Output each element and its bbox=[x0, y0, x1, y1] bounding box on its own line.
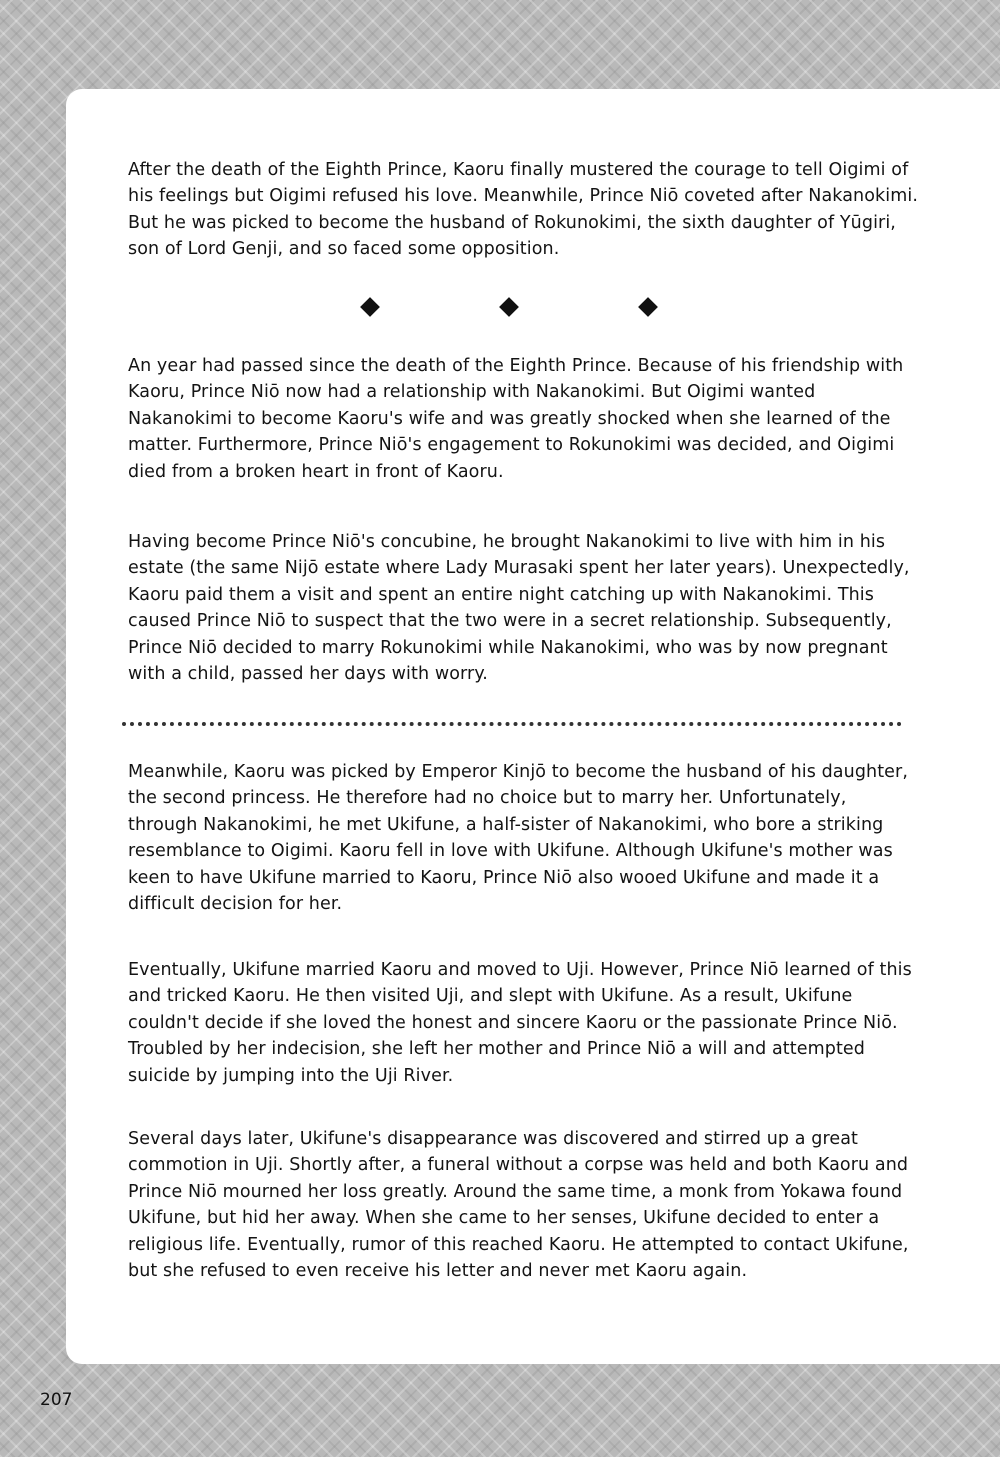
paragraph-oigimi-death: An year had passed since the death of the Eighth Prince. Because of his friendship with Kaoru, Prince Niō now had a relationship with Nakanokimi. But Oigimi wanted Nakanokimi to become Kaoru's wife and was greatly shocked when she learned of the matter. Furthermore, Prince Niō's engagement to Rokunokimi was decided, and Oigimi died from a broken heart in front of Kaoru. bbox=[128, 356, 904, 482]
diamond-icon bbox=[360, 297, 380, 317]
paragraph-kaoru-marriage: Meanwhile, Kaoru was picked by Emperor Kinjō to become the husband of his daughter, the second princess. He therefore had no choice but to marry her. Unfortunately, through Nakanokimi, he met Ukifune, a half-sister of Nakanokimi, who bore a striking resemblance to Oigimi. Kaoru fell in love with Ukifune. Although Ukifune's mother was keen to have Ukifune married to Kaoru, Prince Niō also wooed Ukifune and made it a difficult decision for her. bbox=[128, 762, 909, 915]
paragraph-ukifune-religious-life: Several days later, Ukifune's disappearance was discovered and stirred up a great commotion in Uji. Shortly after, a funeral without a corpse was held and both Kaoru and Prince Niō mourned her loss greatly. Around the same time, a monk from Yokawa found Ukifune, but hid her away. When she came to her senses, Ukifune decided to enter a religious life. Eventually, rumor of this reached Kaoru. He attempted to contact Ukifune, but she refused to even receive his letter and never met Kaoru again. bbox=[128, 1129, 909, 1282]
paragraph-nakanokimi-concubine: Having become Prince Niō's concubine, he brought Nakanokimi to live with him in his estate (the same Nijō estate where Lady Murasaki spent her later years). Unexpectedly, Kaoru paid them a visit and spent an entire night catching up with Nakanokimi. This caused Prince Niō to suspect that the two were in a secret relationship. Subsequently, Prince Niō decided to marry Rokunokimi while Nakanokimi, who was by now pregnant with a child, passed her days with worry. bbox=[128, 532, 910, 685]
diamond-icon bbox=[499, 297, 519, 317]
diamond-divider bbox=[0, 296, 1000, 322]
dotted-divider bbox=[122, 722, 902, 726]
paragraph-oigimi-refusal: After the death of the Eighth Prince, Kaoru finally mustered the courage to tell Oigimi of his feelings but Oigimi refused his love. Meanwhile, Prince Niō coveted after Nakanokimi. But he was picked to become the husband of Rokunokimi, the sixth daughter of Yūgiri, son of Lord Genji, and so faced some opposition. bbox=[128, 160, 918, 260]
diamond-icon bbox=[638, 297, 658, 317]
paragraph-ukifune-suicide: Eventually, Ukifune married Kaoru and moved to Uji. However, Prince Niō learned of this and tricked Kaoru. He then visited Uji, and slept with Ukifune. As a result, Ukifune couldn't decide if she loved the honest and sincere Kaoru or the passionate Prince Niō. Troubled by her indecision, she left her mother and Prince Niō a will and attempted suicide by jumping into the Uji River. bbox=[128, 960, 912, 1086]
page-number: 207 bbox=[40, 1390, 73, 1410]
